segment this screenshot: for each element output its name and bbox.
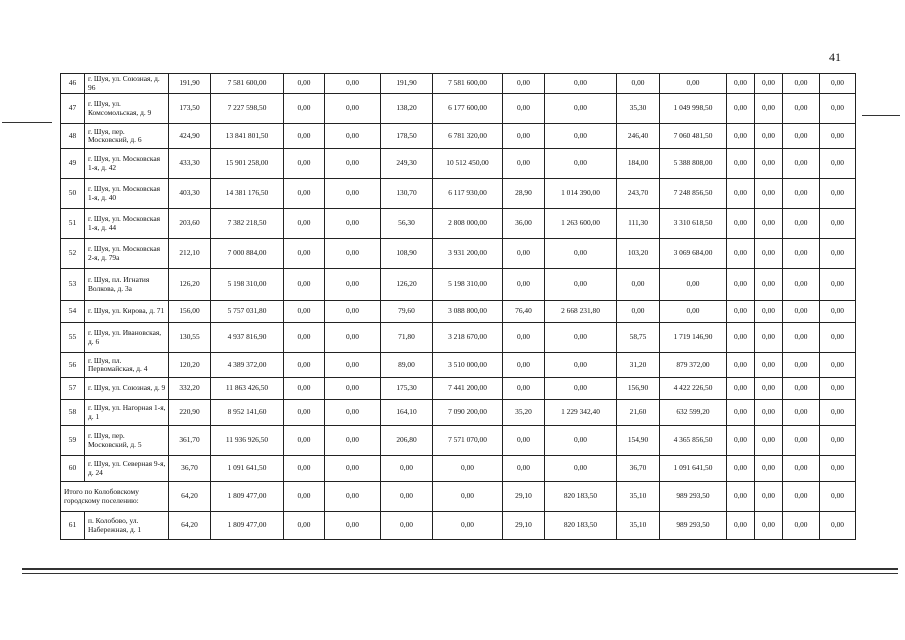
- value-cell: 156,90: [617, 378, 660, 400]
- value-cell: 0,00: [545, 426, 617, 456]
- value-cell: 0,00: [783, 124, 820, 149]
- value-cell: 7 581 600,00: [211, 74, 284, 94]
- value-cell: 0,00: [727, 179, 755, 209]
- value-cell: 424,90: [169, 124, 211, 149]
- value-cell: 3 931 200,00: [433, 239, 503, 269]
- value-cell: 0,00: [783, 426, 820, 456]
- value-cell: 0,00: [820, 353, 856, 378]
- value-cell: 0,00: [727, 74, 755, 94]
- value-cell: 0,00: [284, 74, 325, 94]
- value-cell: 0,00: [503, 353, 545, 378]
- value-cell: 0,00: [325, 269, 381, 301]
- value-cell: 0,00: [381, 456, 433, 482]
- value-cell: 0,00: [820, 323, 856, 353]
- value-cell: 0,00: [820, 94, 856, 124]
- value-cell: 0,00: [783, 239, 820, 269]
- value-cell: 0,00: [284, 94, 325, 124]
- value-cell: 1 091 641,50: [660, 456, 727, 482]
- value-cell: 0,00: [545, 353, 617, 378]
- table-row: [61, 149, 856, 179]
- value-cell: 206,80: [381, 426, 433, 456]
- value-cell: 212,10: [169, 239, 211, 269]
- value-cell: 361,70: [169, 426, 211, 456]
- value-cell: 0,00: [660, 269, 727, 301]
- row-number: 52: [61, 239, 85, 269]
- row-number: 56: [61, 353, 85, 378]
- value-cell: 0,00: [284, 124, 325, 149]
- value-cell: 0,00: [755, 209, 783, 239]
- value-cell: 249,30: [381, 149, 433, 179]
- value-cell: 403,30: [169, 179, 211, 209]
- value-cell: 0,00: [755, 512, 783, 540]
- value-cell: 4 937 816,90: [211, 323, 284, 353]
- value-cell: 0,00: [284, 269, 325, 301]
- table-row: [61, 124, 856, 149]
- value-cell: 0,00: [727, 239, 755, 269]
- table-row: [61, 426, 856, 456]
- value-cell: 0,00: [755, 456, 783, 482]
- value-cell: 11 863 426,50: [211, 378, 284, 400]
- value-cell: 0,00: [545, 239, 617, 269]
- value-cell: 0,00: [727, 323, 755, 353]
- value-cell: 0,00: [284, 323, 325, 353]
- value-cell: 31,20: [617, 353, 660, 378]
- value-cell: 14 381 176,50: [211, 179, 284, 209]
- row-number: 50: [61, 179, 85, 209]
- value-cell: 0,00: [284, 179, 325, 209]
- value-cell: 0,00: [755, 239, 783, 269]
- value-cell: 0,00: [820, 209, 856, 239]
- value-cell: 0,00: [727, 512, 755, 540]
- value-cell: 13 841 801,50: [211, 124, 284, 149]
- table-row: [61, 209, 856, 239]
- table-row: [61, 74, 856, 94]
- value-cell: 0,00: [284, 353, 325, 378]
- address-cell: г. Шуя, ул. Московская 1-я, д. 42: [85, 149, 169, 179]
- value-cell: 0,00: [727, 269, 755, 301]
- value-cell: 120,20: [169, 353, 211, 378]
- row-number: 59: [61, 426, 85, 456]
- value-cell: 7 581 600,00: [433, 74, 503, 94]
- value-cell: 0,00: [284, 456, 325, 482]
- value-cell: 0,00: [284, 400, 325, 426]
- value-cell: 3 218 670,00: [433, 323, 503, 353]
- row-number: 49: [61, 149, 85, 179]
- value-cell: 11 936 926,50: [211, 426, 284, 456]
- total-label: Итого по Колобовскому городскому поселению:: [61, 482, 169, 512]
- value-cell: 220,90: [169, 400, 211, 426]
- value-cell: 0,00: [755, 426, 783, 456]
- value-cell: 0,00: [325, 353, 381, 378]
- value-cell: 130,55: [169, 323, 211, 353]
- value-cell: 0,00: [545, 74, 617, 94]
- bottom-rule: [22, 568, 898, 570]
- table-row: [61, 323, 856, 353]
- table-row: [61, 512, 856, 540]
- address-cell: г. Шуя, ул. Северная 9-я, д. 24: [85, 456, 169, 482]
- value-cell: 0,00: [727, 482, 755, 512]
- value-cell: 0,00: [503, 74, 545, 94]
- value-cell: 5 757 031,80: [211, 301, 284, 323]
- value-cell: 0,00: [284, 149, 325, 179]
- value-cell: 1 049 998,50: [660, 94, 727, 124]
- value-cell: 0,00: [755, 124, 783, 149]
- value-cell: 8 952 141,60: [211, 400, 284, 426]
- value-cell: 0,00: [381, 482, 433, 512]
- value-cell: 0,00: [755, 353, 783, 378]
- value-cell: 0,00: [503, 124, 545, 149]
- value-cell: 0,00: [820, 269, 856, 301]
- value-cell: 0,00: [820, 426, 856, 456]
- address-cell: г. Шуя, ул. Московская 1-я, д. 40: [85, 179, 169, 209]
- value-cell: 0,00: [755, 94, 783, 124]
- value-cell: 0,00: [783, 400, 820, 426]
- value-cell: 4 365 856,50: [660, 426, 727, 456]
- value-cell: 58,75: [617, 323, 660, 353]
- page-number: 41: [829, 50, 841, 64]
- value-cell: 0,00: [325, 323, 381, 353]
- value-cell: 0,00: [503, 269, 545, 301]
- table-row: [61, 378, 856, 400]
- row-number: 51: [61, 209, 85, 239]
- value-cell: 0,00: [503, 94, 545, 124]
- value-cell: 879 372,00: [660, 353, 727, 378]
- address-cell: г. Шуя, ул. Московская 1-я, д. 44: [85, 209, 169, 239]
- value-cell: 0,00: [325, 456, 381, 482]
- address-cell: г. Шуя, пер. Московский, д. 5: [85, 426, 169, 456]
- value-cell: 0,00: [325, 301, 381, 323]
- value-cell: 175,30: [381, 378, 433, 400]
- row-number: 48: [61, 124, 85, 149]
- value-cell: 0,00: [727, 149, 755, 179]
- value-cell: 35,10: [617, 512, 660, 540]
- value-cell: 1 263 600,00: [545, 209, 617, 239]
- value-cell: 178,50: [381, 124, 433, 149]
- value-cell: 0,00: [617, 301, 660, 323]
- value-cell: 0,00: [820, 512, 856, 540]
- table-row: [61, 94, 856, 124]
- table-row: [61, 239, 856, 269]
- table-row: [61, 456, 856, 482]
- value-cell: 0,00: [433, 456, 503, 482]
- value-cell: 7 248 856,50: [660, 179, 727, 209]
- value-cell: 0,00: [325, 74, 381, 94]
- value-cell: 246,40: [617, 124, 660, 149]
- value-cell: 0,00: [820, 456, 856, 482]
- value-cell: 173,50: [169, 94, 211, 124]
- value-cell: 0,00: [755, 400, 783, 426]
- row-number: 61: [61, 512, 85, 540]
- value-cell: 7 060 481,50: [660, 124, 727, 149]
- value-cell: 6 117 930,00: [433, 179, 503, 209]
- value-cell: 0,00: [325, 378, 381, 400]
- value-cell: 138,20: [381, 94, 433, 124]
- value-cell: 0,00: [433, 512, 503, 540]
- value-cell: 111,30: [617, 209, 660, 239]
- value-cell: 0,00: [783, 378, 820, 400]
- value-cell: 820 183,50: [545, 512, 617, 540]
- value-cell: 103,20: [617, 239, 660, 269]
- value-cell: 0,00: [660, 74, 727, 94]
- address-cell: г. Шуя, пер. Московский, д. 6: [85, 124, 169, 149]
- bottom-rule-thin: [22, 573, 898, 574]
- value-cell: 126,20: [381, 269, 433, 301]
- value-cell: 0,00: [783, 512, 820, 540]
- value-cell: 0,00: [325, 124, 381, 149]
- address-cell: г. Шуя, пл. Игнатия Волкова, д. 3а: [85, 269, 169, 301]
- value-cell: 0,00: [783, 94, 820, 124]
- value-cell: 2 808 000,00: [433, 209, 503, 239]
- value-cell: 7 090 200,00: [433, 400, 503, 426]
- value-cell: 0,00: [617, 74, 660, 94]
- value-cell: 0,00: [284, 378, 325, 400]
- value-cell: 0,00: [755, 74, 783, 94]
- value-cell: 191,90: [381, 74, 433, 94]
- value-cell: 35,20: [503, 400, 545, 426]
- value-cell: 0,00: [783, 179, 820, 209]
- value-cell: 0,00: [783, 149, 820, 179]
- value-cell: 1 809 477,00: [211, 512, 284, 540]
- value-cell: 7 000 884,00: [211, 239, 284, 269]
- value-cell: 0,00: [727, 378, 755, 400]
- value-cell: 0,00: [755, 482, 783, 512]
- value-cell: 0,00: [820, 74, 856, 94]
- value-cell: 0,00: [783, 74, 820, 94]
- value-cell: 7 382 218,50: [211, 209, 284, 239]
- table-row: [61, 179, 856, 209]
- address-cell: г. Шуя, ул. Кирова, д. 71: [85, 301, 169, 323]
- row-number: 53: [61, 269, 85, 301]
- value-cell: 0,00: [820, 124, 856, 149]
- value-cell: 0,00: [820, 179, 856, 209]
- value-cell: 0,00: [433, 482, 503, 512]
- value-cell: 0,00: [783, 482, 820, 512]
- value-cell: 0,00: [755, 378, 783, 400]
- row-number: 47: [61, 94, 85, 124]
- data-table: [60, 73, 856, 540]
- value-cell: 4 422 226,50: [660, 378, 727, 400]
- value-cell: 0,00: [284, 482, 325, 512]
- value-cell: 989 293,50: [660, 512, 727, 540]
- row-number: 54: [61, 301, 85, 323]
- value-cell: 7 441 200,00: [433, 378, 503, 400]
- value-cell: 21,60: [617, 400, 660, 426]
- value-cell: 3 069 684,00: [660, 239, 727, 269]
- value-cell: 0,00: [755, 323, 783, 353]
- value-cell: 7 227 598,50: [211, 94, 284, 124]
- value-cell: 0,00: [545, 456, 617, 482]
- address-cell: п. Колобово, ул. Набережная, д. 1: [85, 512, 169, 540]
- value-cell: 0,00: [545, 149, 617, 179]
- value-cell: 820 183,50: [545, 482, 617, 512]
- value-cell: 4 389 372,00: [211, 353, 284, 378]
- value-cell: 0,00: [727, 426, 755, 456]
- value-cell: 6 781 320,00: [433, 124, 503, 149]
- value-cell: 0,00: [727, 301, 755, 323]
- value-cell: 0,00: [325, 400, 381, 426]
- value-cell: 0,00: [325, 209, 381, 239]
- value-cell: 79,60: [381, 301, 433, 323]
- value-cell: 0,00: [820, 301, 856, 323]
- value-cell: 0,00: [783, 353, 820, 378]
- value-cell: 5 198 310,00: [211, 269, 284, 301]
- table-row: [61, 301, 856, 323]
- margin-rule-left: [2, 122, 52, 123]
- value-cell: 164,10: [381, 400, 433, 426]
- value-cell: 0,00: [545, 124, 617, 149]
- value-cell: 7 571 070,00: [433, 426, 503, 456]
- value-cell: 0,00: [503, 426, 545, 456]
- value-cell: 6 177 600,00: [433, 94, 503, 124]
- value-cell: 36,70: [169, 456, 211, 482]
- value-cell: 203,60: [169, 209, 211, 239]
- value-cell: 0,00: [284, 239, 325, 269]
- value-cell: 0,00: [325, 149, 381, 179]
- value-cell: 56,30: [381, 209, 433, 239]
- value-cell: 64,20: [169, 482, 211, 512]
- value-cell: 0,00: [325, 512, 381, 540]
- address-cell: г. Шуя, ул. Союзная, д. 9: [85, 378, 169, 400]
- value-cell: 0,00: [820, 482, 856, 512]
- value-cell: 1 091 641,50: [211, 456, 284, 482]
- address-cell: г. Шуя, ул. Союзная, д. 96: [85, 74, 169, 94]
- value-cell: 0,00: [660, 301, 727, 323]
- table-row: [61, 269, 856, 301]
- value-cell: 0,00: [727, 94, 755, 124]
- value-cell: 0,00: [325, 482, 381, 512]
- value-cell: 154,90: [617, 426, 660, 456]
- value-cell: 0,00: [727, 124, 755, 149]
- value-cell: 36,00: [503, 209, 545, 239]
- row-number: 55: [61, 323, 85, 353]
- value-cell: 0,00: [503, 378, 545, 400]
- value-cell: 0,00: [820, 239, 856, 269]
- value-cell: 1 014 390,00: [545, 179, 617, 209]
- value-cell: 0,00: [755, 149, 783, 179]
- value-cell: 35,30: [617, 94, 660, 124]
- value-cell: 28,90: [503, 179, 545, 209]
- value-cell: 0,00: [820, 378, 856, 400]
- value-cell: 1 719 146,90: [660, 323, 727, 353]
- value-cell: 0,00: [503, 456, 545, 482]
- value-cell: 0,00: [783, 301, 820, 323]
- value-cell: 36,70: [617, 456, 660, 482]
- value-cell: 5 198 310,00: [433, 269, 503, 301]
- value-cell: 0,00: [503, 323, 545, 353]
- value-cell: 0,00: [727, 400, 755, 426]
- value-cell: 0,00: [755, 179, 783, 209]
- value-cell: 29,10: [503, 512, 545, 540]
- address-cell: г. Шуя, ул. Ивановская, д. 6: [85, 323, 169, 353]
- value-cell: 0,00: [381, 512, 433, 540]
- address-cell: г. Шуя, ул. Нагорная 1-я, д. 1: [85, 400, 169, 426]
- value-cell: 0,00: [503, 149, 545, 179]
- value-cell: 64,20: [169, 512, 211, 540]
- value-cell: 0,00: [617, 269, 660, 301]
- value-cell: 3 510 000,00: [433, 353, 503, 378]
- value-cell: 3 310 618,50: [660, 209, 727, 239]
- value-cell: 632 599,20: [660, 400, 727, 426]
- value-cell: 0,00: [284, 426, 325, 456]
- value-cell: 0,00: [545, 323, 617, 353]
- address-cell: г. Шуя, ул. Московская 2-я, д. 79а: [85, 239, 169, 269]
- table-row: [61, 353, 856, 378]
- row-number: 57: [61, 378, 85, 400]
- value-cell: 0,00: [325, 239, 381, 269]
- total-row: [61, 482, 856, 512]
- value-cell: 0,00: [820, 149, 856, 179]
- address-cell: г. Шуя, ул. Комсомольская, д. 9: [85, 94, 169, 124]
- value-cell: 191,90: [169, 74, 211, 94]
- value-cell: 10 512 450,00: [433, 149, 503, 179]
- value-cell: 0,00: [820, 400, 856, 426]
- value-cell: 243,70: [617, 179, 660, 209]
- value-cell: 0,00: [545, 94, 617, 124]
- value-cell: 0,00: [783, 209, 820, 239]
- value-cell: 0,00: [325, 426, 381, 456]
- value-cell: 0,00: [783, 269, 820, 301]
- value-cell: 332,20: [169, 378, 211, 400]
- value-cell: 0,00: [727, 353, 755, 378]
- value-cell: 156,00: [169, 301, 211, 323]
- value-cell: 1 229 342,40: [545, 400, 617, 426]
- margin-rule-right: [862, 115, 900, 116]
- value-cell: 0,00: [727, 209, 755, 239]
- value-cell: 433,30: [169, 149, 211, 179]
- value-cell: 0,00: [545, 269, 617, 301]
- value-cell: 5 388 808,00: [660, 149, 727, 179]
- value-cell: 29,10: [503, 482, 545, 512]
- row-number: 46: [61, 74, 85, 94]
- value-cell: 76,40: [503, 301, 545, 323]
- value-cell: 15 901 258,00: [211, 149, 284, 179]
- value-cell: 184,00: [617, 149, 660, 179]
- value-cell: 35,10: [617, 482, 660, 512]
- value-cell: 89,00: [381, 353, 433, 378]
- value-cell: 2 668 231,80: [545, 301, 617, 323]
- data-table-wrapper: [60, 73, 856, 540]
- value-cell: 0,00: [545, 378, 617, 400]
- address-cell: г. Шуя, пл. Первомайская, д. 4: [85, 353, 169, 378]
- value-cell: 0,00: [325, 94, 381, 124]
- value-cell: 0,00: [325, 179, 381, 209]
- value-cell: 0,00: [284, 512, 325, 540]
- value-cell: 0,00: [755, 269, 783, 301]
- value-cell: 0,00: [727, 456, 755, 482]
- value-cell: 0,00: [755, 301, 783, 323]
- value-cell: 130,70: [381, 179, 433, 209]
- row-number: 60: [61, 456, 85, 482]
- table-row: [61, 400, 856, 426]
- value-cell: 0,00: [783, 456, 820, 482]
- value-cell: 0,00: [284, 209, 325, 239]
- value-cell: 0,00: [503, 239, 545, 269]
- value-cell: 3 088 800,00: [433, 301, 503, 323]
- value-cell: 0,00: [783, 323, 820, 353]
- value-cell: 0,00: [284, 301, 325, 323]
- value-cell: 126,20: [169, 269, 211, 301]
- value-cell: 108,90: [381, 239, 433, 269]
- row-number: 58: [61, 400, 85, 426]
- value-cell: 71,80: [381, 323, 433, 353]
- value-cell: 989 293,50: [660, 482, 727, 512]
- value-cell: 1 809 477,00: [211, 482, 284, 512]
